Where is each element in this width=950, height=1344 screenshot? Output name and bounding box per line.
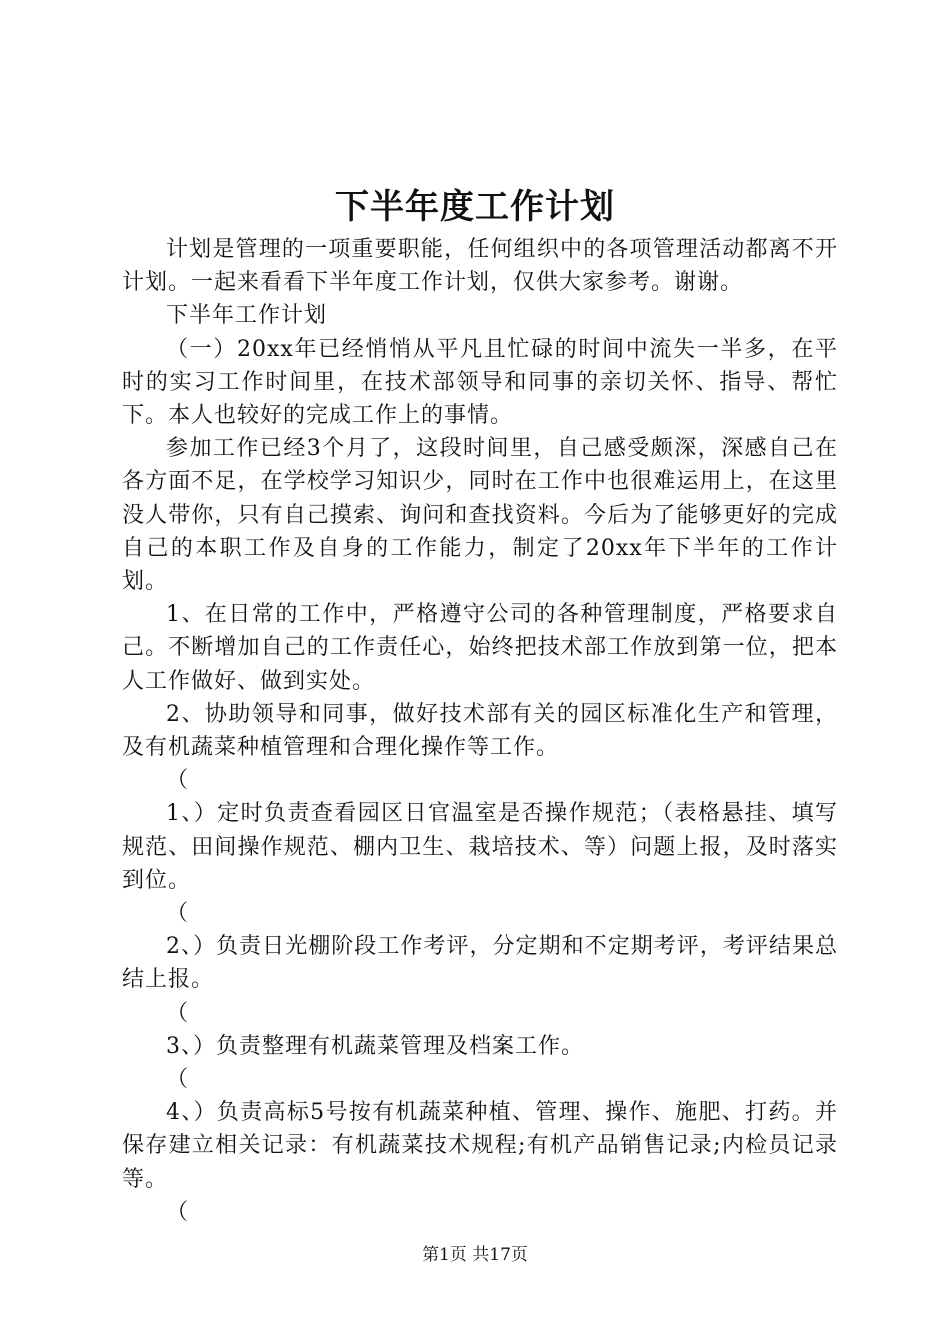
paragraph-open-paren: （ bbox=[166, 901, 190, 927]
paragraph-open-paren: （ bbox=[166, 1067, 190, 1093]
paragraph-subitem-4: 4、）负责高标5号按有机蔬菜种植、管理、操作、施肥、打药。并保存建立相关记录：有机蔬菜技术规程;有机产品销售记录;内检员记录等。 bbox=[122, 1100, 838, 1192]
paragraph-heading: 下半年工作计划 bbox=[166, 303, 328, 329]
paragraph-experience: 参加工作已经3个月了，这段时间里，自己感受颇深，深感自己在各方面不足，在学校学习知识少，同时在工作中也很难运用上，在这里没人带你，只有自己摸索、询问和查找资料。今后为了能够更好的完成自己的本职工作及自身的工作能力，制定了20xx年下半年的工作计划。 bbox=[122, 436, 838, 595]
paragraph-intro: 计划是管理的一项重要职能，任何组织中的各项管理活动都离不开计划。一起来看看下半年度工作计划，仅供大家参考。谢谢。 bbox=[122, 237, 838, 296]
paragraph-section-one: （一）20xx年已经悄悄从平凡且忙碌的时间中流失一半多，在平时的实习工作时间里，在技术部领导和同事的亲切关怀、指导、帮忙下。本人也较好的完成工作上的事情。 bbox=[122, 336, 838, 429]
paragraph-item-2: 2、协助领导和同事，做好技术部有关的园区标准化生产和管理，及有机蔬菜种植管理和合理化操作等工作。 bbox=[122, 701, 838, 761]
paragraph-subitem-1: 1、）定时负责查看园区日官温室是否操作规范；（表格悬挂、填写规范、田间操作规范、棚内卫生、栽培技术、等）问题上报，及时落实到位。 bbox=[122, 801, 838, 893]
paragraph-open-paren: （ bbox=[166, 1199, 190, 1225]
document-body bbox=[122, 233, 838, 1229]
paragraph-subitem-3: 3、）负责整理有机蔬菜管理及档案工作。 bbox=[166, 1033, 584, 1059]
paragraph-open-paren: （ bbox=[166, 768, 190, 794]
paragraph-subitem-2: 2、）负责日光棚阶段工作考评，分定期和不定期考评，考评结果总结上报。 bbox=[122, 934, 838, 993]
document-title: 下半年度工作计划 bbox=[335, 187, 615, 227]
page-footer: 第1页 共17页 bbox=[422, 1245, 528, 1265]
paragraph-open-paren: （ bbox=[166, 1000, 190, 1026]
paragraph-item-1: 1、在日常的工作中，严格遵守公司的各种管理制度，严格要求自己。不断增加自己的工作责任心，始终把技术部工作放到第一位，把本人工作做好、做到实处。 bbox=[122, 602, 838, 694]
